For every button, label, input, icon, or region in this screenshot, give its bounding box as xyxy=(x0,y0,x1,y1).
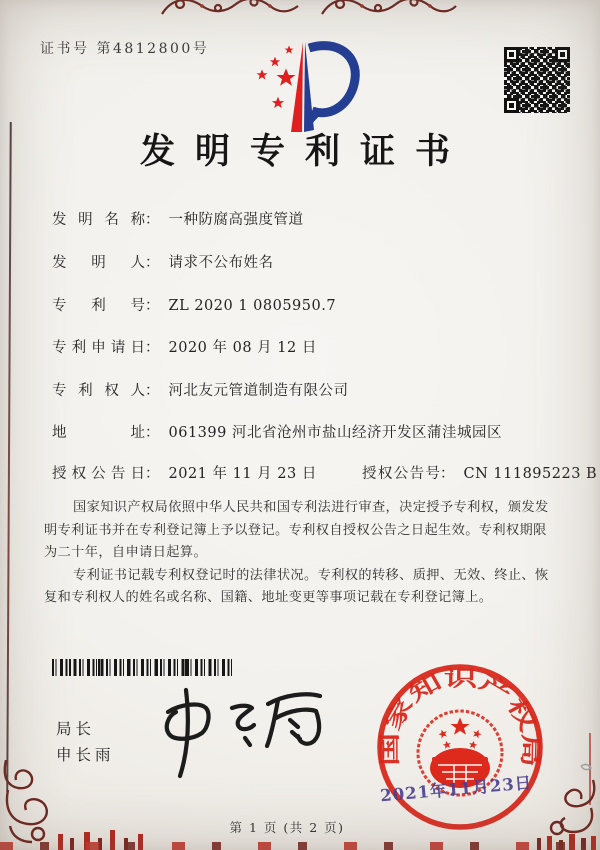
field-colon: ： xyxy=(145,255,160,271)
field-address xyxy=(52,421,502,442)
field-grant-publication-number xyxy=(362,462,597,483)
field-label: 专利号 xyxy=(52,298,145,314)
field-value: 2020 年 08 月 12 日 xyxy=(168,340,317,356)
director-signature xyxy=(148,678,338,782)
field-colon: ： xyxy=(145,383,160,399)
field-value: ZL 2020 1 0805950.7 xyxy=(168,298,337,314)
signer-title: 局长 xyxy=(56,720,96,738)
field-patentee xyxy=(52,379,349,400)
field-invention-name xyxy=(52,208,304,229)
legal-text-block xyxy=(44,497,560,610)
bottom-left-corner-ornament xyxy=(0,760,148,850)
field-application-date xyxy=(52,336,317,357)
bottom-border-ornament xyxy=(0,842,600,850)
field-value: 一种防腐高强度管道 xyxy=(168,212,304,228)
certificate-frame-left-edge xyxy=(6,122,12,792)
field-label: 地址 xyxy=(52,425,145,441)
barcode xyxy=(52,659,233,676)
field-value: 2021 年 11 月 23 日 xyxy=(168,466,317,482)
field-label: 发明名称 xyxy=(52,212,145,228)
signer-name: 申长雨 xyxy=(56,746,115,764)
legal-paragraph-1: 国家知识产权局依照中华人民共和国专利法进行审查，决定授予专利权，颁发发明专利证书并在专利登记簿上予以登记。专利权自授权公告之日起生效。专利权期限为二十年，自申请日起算。 xyxy=(44,500,549,561)
field-colon: ： xyxy=(145,298,160,314)
certificate-number: 证书号 第4812800号 xyxy=(40,41,210,57)
page-number-footer: 第 1 页 (共 2 页) xyxy=(229,820,345,835)
qr-finder-icon xyxy=(504,47,519,62)
field-value: CN 111895223 B xyxy=(463,466,598,482)
certificate-title: 发明专利证书 xyxy=(139,131,470,172)
field-colon: ： xyxy=(145,425,160,441)
qr-finder-icon xyxy=(555,47,570,62)
field-label: 专利权人 xyxy=(52,383,145,399)
field-label: 授权公告日 xyxy=(52,466,145,482)
qr-finder-icon xyxy=(504,98,519,113)
legal-paragraph-2: 专利证书记载专利权登记时的法律状况。专利权的转移、质押、无效、终止、恢复和专利权人的姓名或名称、国籍、地址变更等事项记载在专利登记簿上。 xyxy=(44,567,549,606)
field-colon: ： xyxy=(145,212,160,228)
field-value: 061399 河北省沧州市盐山经济开发区蒲洼城园区 xyxy=(168,425,502,441)
top-border-ornament xyxy=(158,0,458,18)
field-colon: ： xyxy=(145,340,160,356)
field-value: 河北友元管道制造有限公司 xyxy=(168,383,349,399)
qr-code-icon xyxy=(504,47,570,113)
field-grant-date xyxy=(52,462,598,483)
field-value: 请求不公布姓名 xyxy=(168,255,274,271)
field-label: 发明人 xyxy=(52,255,145,271)
seal-date-stamp: 2021年11月23日 xyxy=(379,773,533,806)
field-colon: ： xyxy=(145,466,160,482)
field-label: 专利申请日 xyxy=(52,340,145,356)
seal-text: 国家知识产权局 xyxy=(376,665,544,766)
field-label: 授权公告号 xyxy=(362,466,440,482)
field-inventor xyxy=(52,251,274,272)
bottom-right-corner-ornament xyxy=(535,752,600,850)
cnipa-official-seal xyxy=(374,661,546,833)
field-patent-number xyxy=(52,294,336,315)
field-colon: ： xyxy=(440,466,455,482)
